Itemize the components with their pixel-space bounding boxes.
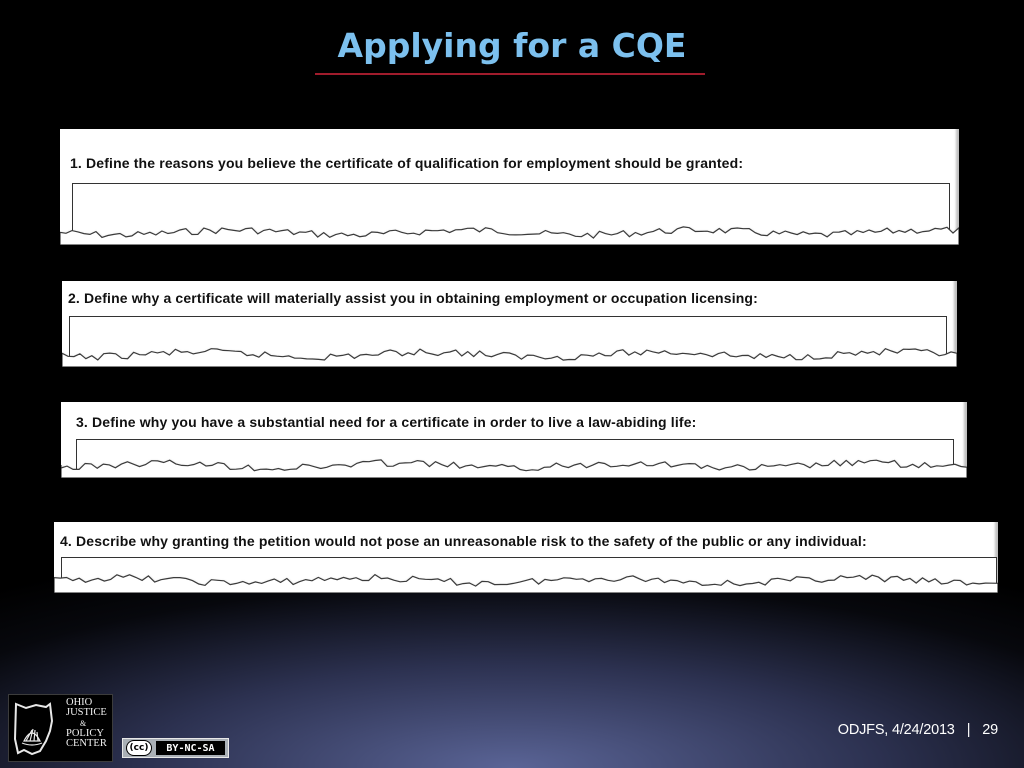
question-card-3 xyxy=(61,402,967,478)
logo-line: OHIO xyxy=(66,697,93,708)
question-label-1: 1. Define the reasons you believe the certificate of qualification for employment should be granted: xyxy=(70,155,744,171)
torn-edge-3 xyxy=(61,456,967,478)
question-card-2 xyxy=(62,281,957,367)
license-text: BY-NC-SA xyxy=(156,741,225,755)
logo-line: & xyxy=(80,718,87,728)
torn-edge-2 xyxy=(62,345,957,367)
creative-commons-license-badge[interactable] xyxy=(122,738,229,758)
logo-line: POLICY xyxy=(66,727,104,739)
footer-source: ODJFS, 4/24/2013 xyxy=(837,722,955,738)
logo-line: JUSTICE xyxy=(66,707,107,719)
question-label-2: 2. Define why a certificate will materially assist you in obtaining employment or occupation licensing: xyxy=(68,290,758,306)
torn-edge-4 xyxy=(54,571,998,593)
title-underline xyxy=(315,73,705,75)
slide-title: Applying for a CQE xyxy=(337,26,687,65)
ohio-justice-policy-center-logo xyxy=(8,694,113,762)
torn-edge-path xyxy=(62,349,957,367)
question-card-4 xyxy=(54,522,998,593)
torn-edge-path xyxy=(60,227,959,245)
torn-edge-1 xyxy=(60,223,959,245)
question-label-3: 3. Define why you have a substantial need for a certificate in order to live a law-abiding life: xyxy=(76,414,697,430)
torn-edge-path xyxy=(61,460,967,478)
question-card-1 xyxy=(60,129,959,245)
creative-commons-icon: (cc) xyxy=(126,740,152,756)
page-number: 29 xyxy=(982,722,998,738)
logo-text xyxy=(66,698,112,749)
torn-edge-path xyxy=(54,575,998,593)
footer-separator: | xyxy=(966,722,971,738)
ohio-state-map-icon xyxy=(12,701,64,757)
question-label-4: 4. Describe why granting the petition would not pose an unreasonable risk to the safety of the public or any individual: xyxy=(60,533,867,549)
slide-footer xyxy=(838,722,998,738)
logo-line: CENTER xyxy=(66,738,107,750)
